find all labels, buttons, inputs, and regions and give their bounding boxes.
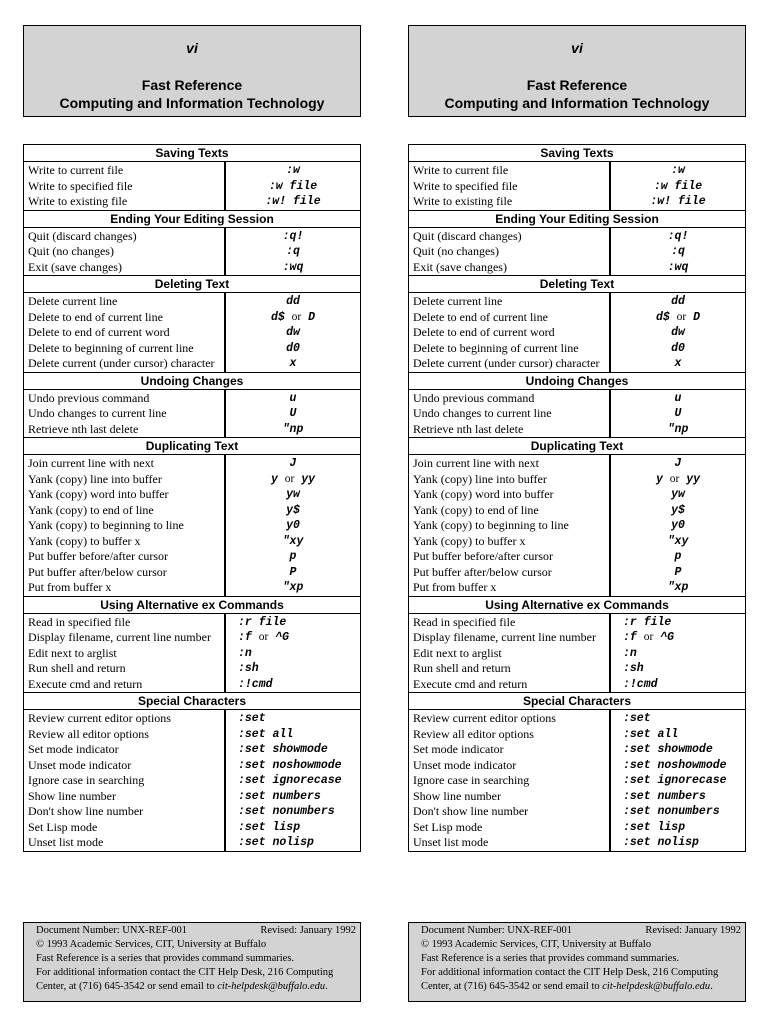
- command-keys: :q!: [667, 229, 689, 243]
- section-title: Deleting Text: [409, 275, 745, 293]
- description-column: [409, 162, 611, 210]
- command-keys: y$: [671, 503, 685, 517]
- command-keys: x: [289, 357, 297, 370]
- command-description: Review current editor options: [28, 711, 171, 725]
- command-keys: "xy: [667, 534, 689, 548]
- command-description: Run shell and return: [413, 661, 511, 675]
- card-subtitle: Computing and Information Technology: [59, 95, 325, 111]
- command-description: Retrieve nth last delete: [28, 421, 139, 436]
- command-keys: :set noshowmode: [623, 758, 727, 772]
- command-description: Set Lisp mode: [28, 819, 98, 834]
- app-name: vi: [571, 40, 583, 56]
- section-title: Saving Texts: [409, 145, 745, 162]
- copyright-text: © 1993 Academic Services, CIT, University at Buffalo: [421, 939, 652, 950]
- command-keys: :set nonumbers: [238, 805, 335, 818]
- command-keys: dd: [671, 295, 685, 308]
- command-keys: "xp: [282, 581, 304, 594]
- section: [409, 692, 745, 851]
- command-keys: :set noshowmode: [238, 758, 342, 772]
- command-description: Yank (copy) to buffer x: [413, 533, 526, 548]
- command-keys: :sh: [238, 662, 259, 675]
- command-description: Unset mode indicator: [28, 757, 132, 772]
- section: [24, 437, 360, 596]
- command-keys: :f or ^G: [623, 631, 675, 644]
- command-keys: u: [674, 391, 682, 405]
- series-text: Fast Reference is a series that provides command summaries.: [421, 953, 680, 964]
- section: [409, 145, 745, 210]
- command-description: Quit (discard changes): [28, 228, 137, 243]
- command-keys: :set lisp: [623, 820, 686, 834]
- command-description: Set mode indicator: [28, 742, 119, 756]
- section: [409, 372, 745, 438]
- section-title: Duplicating Text: [24, 437, 360, 455]
- command-description: Unset mode indicator: [413, 757, 517, 772]
- command-description: Put buffer after/below cursor: [413, 564, 552, 579]
- command-keys: :r file: [623, 615, 672, 629]
- command-description: Join current line with next: [28, 456, 154, 470]
- command-description: Exit (save changes): [28, 259, 122, 274]
- description-column: [24, 293, 226, 372]
- card-header: [23, 25, 361, 117]
- command-description: Write to existing file: [413, 194, 513, 208]
- command-description: Retrieve nth last delete: [413, 421, 524, 436]
- section-title: Deleting Text: [24, 275, 360, 293]
- section: [409, 596, 745, 693]
- command-description: Delete to end of current line: [28, 309, 163, 324]
- command-description: Put from buffer x: [413, 580, 497, 594]
- command-keys: J: [674, 457, 682, 470]
- command-keys: :w! file: [650, 195, 706, 208]
- command-description: Quit (no changes): [28, 244, 114, 258]
- command-keys: P: [289, 565, 297, 579]
- revised-date: Revised: January 1992: [260, 925, 356, 936]
- command-description: Write to current file: [28, 163, 124, 177]
- contact-prefix: Center, at (716) 645-3542 or send email to: [421, 981, 603, 992]
- section-title: Ending Your Editing Session: [24, 210, 360, 228]
- command-keys: :n: [623, 646, 637, 660]
- command-description: Don't show line number: [28, 804, 144, 818]
- command-column: [226, 614, 360, 693]
- section: [24, 275, 360, 372]
- description-column: [24, 614, 226, 693]
- command-description: Delete to end of current word: [413, 325, 555, 339]
- command-column: [611, 162, 745, 210]
- command-keys: :f or ^G: [238, 631, 290, 644]
- command-keys: "np: [282, 422, 304, 436]
- command-description: Read in specified file: [413, 614, 516, 629]
- command-description: Set Lisp mode: [413, 819, 483, 834]
- command-keys: dw: [671, 326, 685, 339]
- command-description: Execute cmd and return: [413, 676, 528, 691]
- section: [24, 145, 360, 210]
- command-keys: "xy: [282, 534, 304, 548]
- command-keys: :w: [286, 164, 300, 177]
- command-keys: :set showmode: [623, 743, 713, 756]
- command-description: Run shell and return: [28, 661, 126, 675]
- command-description: Display filename, current line number: [28, 630, 211, 644]
- command-keys: y or yy: [655, 472, 701, 486]
- command-description: Join current line with next: [413, 456, 539, 470]
- command-keys: :set numbers: [623, 789, 706, 803]
- command-column: [226, 710, 360, 851]
- section: [24, 372, 360, 438]
- command-keys: :n: [238, 646, 252, 660]
- section-title: Saving Texts: [24, 145, 360, 162]
- command-keys: :q: [286, 245, 300, 258]
- command-keys: J: [289, 457, 297, 470]
- description-column: [24, 455, 226, 596]
- command-keys: :set ignorecase: [623, 774, 727, 787]
- command-description: Ignore case in searching: [28, 773, 145, 787]
- command-description: Undo changes to current line: [413, 406, 552, 420]
- command-keys: y or yy: [270, 472, 316, 486]
- section-title: Duplicating Text: [409, 437, 745, 455]
- command-column: [226, 162, 360, 210]
- contact-suffix: .: [710, 981, 713, 992]
- command-description: Execute cmd and return: [28, 676, 143, 691]
- command-keys: "xp: [667, 581, 689, 594]
- command-keys: :set showmode: [238, 743, 328, 756]
- description-column: [409, 228, 611, 276]
- command-keys: p: [674, 550, 682, 563]
- command-keys: :set numbers: [238, 789, 321, 803]
- command-keys: :set: [238, 712, 266, 725]
- command-description: Review current editor options: [413, 711, 556, 725]
- command-description: Yank (copy) line into buffer: [28, 471, 162, 486]
- command-keys: :sh: [623, 662, 644, 675]
- contact-email-line: [421, 980, 741, 994]
- command-description: Write to specified file: [413, 178, 518, 193]
- card-title: Fast Reference: [141, 77, 243, 93]
- command-keys: dw: [286, 326, 300, 339]
- command-description: Delete current (under cursor) character: [413, 356, 600, 370]
- command-description: Yank (copy) word into buffer: [28, 487, 169, 501]
- reference-table: [408, 144, 746, 852]
- command-description: Delete to beginning of current line: [413, 340, 579, 355]
- command-keys: :r file: [238, 615, 287, 629]
- section: [409, 275, 745, 372]
- command-keys: :set all: [238, 727, 294, 741]
- description-column: [24, 228, 226, 276]
- command-column: [611, 455, 745, 596]
- command-keys: :w file: [268, 179, 318, 193]
- description-column: [409, 455, 611, 596]
- revised-date: Revised: January 1992: [645, 925, 741, 936]
- command-description: Undo changes to current line: [28, 406, 167, 420]
- command-description: Delete current line: [413, 294, 503, 308]
- command-keys: :q: [671, 245, 685, 258]
- section: [409, 437, 745, 596]
- helpdesk-email[interactable]: cit-helpdesk@buffalo.edu: [602, 981, 711, 992]
- command-description: Put buffer after/below cursor: [28, 564, 167, 579]
- command-description: Unset list mode: [28, 835, 104, 849]
- command-keys: d0: [286, 341, 300, 355]
- command-description: Yank (copy) line into buffer: [413, 471, 547, 486]
- section: [24, 596, 360, 693]
- command-description: Put buffer before/after cursor: [28, 549, 169, 563]
- command-description: Yank (copy) to buffer x: [28, 533, 141, 548]
- command-keys: U: [289, 407, 297, 420]
- command-description: Edit next to arglist: [413, 645, 502, 660]
- section: [24, 692, 360, 851]
- command-keys: p: [289, 550, 297, 563]
- command-description: Don't show line number: [413, 804, 529, 818]
- command-description: Exit (save changes): [413, 259, 507, 274]
- command-keys: d0: [671, 341, 685, 355]
- reference-table: [23, 144, 361, 852]
- section: [24, 210, 360, 276]
- description-column: [24, 710, 226, 851]
- command-description: Delete to end of current word: [28, 325, 170, 339]
- doc-number: Document Number: UNX-REF-001: [36, 925, 188, 936]
- command-description: Yank (copy) to beginning to line: [413, 518, 569, 532]
- command-description: Delete to beginning of current line: [28, 340, 194, 355]
- command-description: Write to specified file: [28, 178, 133, 193]
- series-text: Fast Reference is a series that provides command summaries.: [36, 953, 295, 964]
- command-description: Put from buffer x: [28, 580, 112, 594]
- command-description: Yank (copy) to beginning to line: [28, 518, 184, 532]
- command-keys: dd: [286, 295, 300, 308]
- command-description: Display filename, current line number: [413, 630, 596, 644]
- command-description: Quit (no changes): [413, 244, 499, 258]
- command-keys: x: [674, 357, 682, 370]
- section: [409, 210, 745, 276]
- section-title: Using Alternative ex Commands: [24, 596, 360, 614]
- command-column: [611, 228, 745, 276]
- contact-text: For additional information contact the CIT Help Desk, 216 Computing: [36, 967, 334, 978]
- command-keys: "np: [667, 422, 689, 436]
- command-keys: yw: [671, 488, 685, 501]
- section-title: Using Alternative ex Commands: [409, 596, 745, 614]
- description-column: [24, 162, 226, 210]
- doc-number: Document Number: UNX-REF-001: [421, 925, 573, 936]
- command-description: Ignore case in searching: [413, 773, 530, 787]
- command-description: Yank (copy) word into buffer: [413, 487, 554, 501]
- section-title: Undoing Changes: [409, 372, 745, 390]
- command-description: Delete current line: [28, 294, 118, 308]
- command-description: Set mode indicator: [413, 742, 504, 756]
- command-keys: y$: [286, 503, 300, 517]
- command-description: Write to existing file: [28, 194, 128, 208]
- card-header: [408, 25, 746, 117]
- command-column: [226, 455, 360, 596]
- command-keys: :set nonumbers: [623, 805, 720, 818]
- description-column: [24, 390, 226, 438]
- section-title: Ending Your Editing Session: [409, 210, 745, 228]
- command-keys: :!cmd: [623, 677, 658, 691]
- command-description: Edit next to arglist: [28, 645, 117, 660]
- command-keys: :set: [623, 712, 651, 725]
- command-column: [611, 390, 745, 438]
- command-column: [226, 293, 360, 372]
- command-description: Show line number: [28, 788, 116, 803]
- command-keys: :wq: [282, 260, 304, 274]
- command-description: Undo previous command: [28, 390, 150, 405]
- contact-prefix: Center, at (716) 645-3542 or send email to: [36, 981, 218, 992]
- command-description: Undo previous command: [413, 390, 535, 405]
- description-column: [409, 293, 611, 372]
- contact-suffix: .: [325, 981, 328, 992]
- description-column: [409, 614, 611, 693]
- command-keys: :set nolisp: [238, 836, 314, 849]
- command-keys: u: [289, 391, 297, 405]
- card-title: Fast Reference: [526, 77, 628, 93]
- contact-email-line: [36, 980, 356, 994]
- section-title: Special Characters: [24, 692, 360, 710]
- card-footer: [23, 922, 361, 1002]
- section-title: Undoing Changes: [24, 372, 360, 390]
- command-description: Review all editor options: [28, 726, 149, 741]
- card-footer: [408, 922, 746, 1002]
- command-description: Put buffer before/after cursor: [413, 549, 554, 563]
- command-description: Delete current (under cursor) character: [28, 356, 215, 370]
- contact-text: For additional information contact the CIT Help Desk, 216 Computing: [421, 967, 719, 978]
- command-keys: :w: [671, 164, 685, 177]
- command-description: Review all editor options: [413, 726, 534, 741]
- command-description: Unset list mode: [413, 835, 489, 849]
- command-keys: :set all: [623, 727, 679, 741]
- command-keys: :w file: [653, 179, 703, 193]
- command-description: Read in specified file: [28, 614, 131, 629]
- command-keys: :!cmd: [238, 677, 273, 691]
- command-keys: P: [674, 565, 682, 579]
- command-keys: :q!: [282, 229, 304, 243]
- section-title: Special Characters: [409, 692, 745, 710]
- command-keys: y0: [671, 519, 685, 532]
- copyright-text: © 1993 Academic Services, CIT, University at Buffalo: [36, 939, 267, 950]
- command-keys: :set ignorecase: [238, 774, 342, 787]
- command-keys: yw: [286, 488, 300, 501]
- command-column: [611, 710, 745, 851]
- command-column: [226, 228, 360, 276]
- command-column: [611, 614, 745, 693]
- command-keys: U: [674, 407, 682, 420]
- command-column: [611, 293, 745, 372]
- description-column: [409, 390, 611, 438]
- command-column: [226, 390, 360, 438]
- command-keys: :set nolisp: [623, 836, 699, 849]
- command-description: Delete to end of current line: [413, 309, 548, 324]
- command-description: Show line number: [413, 788, 501, 803]
- command-keys: :wq: [667, 260, 689, 274]
- command-description: Quit (discard changes): [413, 228, 522, 243]
- card-subtitle: Computing and Information Technology: [444, 95, 710, 111]
- command-description: Yank (copy) to end of line: [413, 502, 539, 517]
- command-keys: y0: [286, 519, 300, 532]
- command-keys: :w! file: [265, 195, 321, 208]
- command-keys: :set lisp: [238, 820, 301, 834]
- app-name: vi: [186, 40, 198, 56]
- command-keys: d$ or D: [270, 310, 316, 324]
- helpdesk-email[interactable]: cit-helpdesk@buffalo.edu: [217, 981, 326, 992]
- command-description: Write to current file: [413, 163, 509, 177]
- command-keys: d$ or D: [655, 310, 701, 324]
- description-column: [409, 710, 611, 851]
- command-description: Yank (copy) to end of line: [28, 502, 154, 517]
